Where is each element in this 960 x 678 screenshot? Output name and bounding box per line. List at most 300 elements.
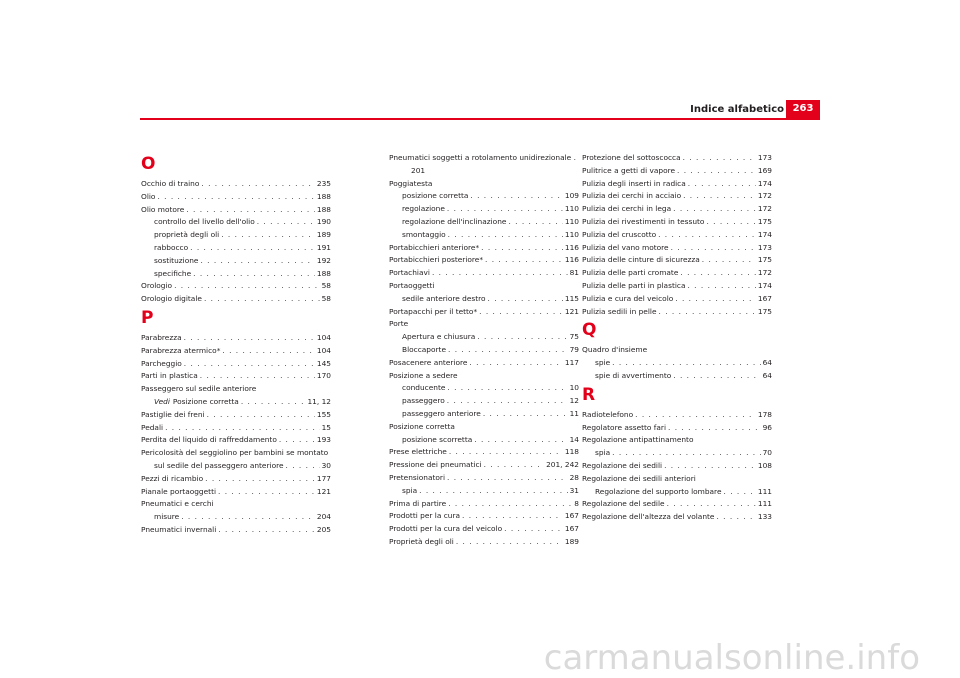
- leader-dots: [635, 409, 756, 422]
- entry-page: 169: [757, 165, 772, 175]
- index-heading: Posizione a sedere: [389, 370, 458, 380]
- leader-dots: [207, 409, 315, 422]
- entry-label: Perdita del liquido di raffreddamento: [141, 435, 277, 445]
- entry-label: passeggero: [402, 396, 445, 406]
- entry-page: 64: [762, 370, 772, 380]
- page-number: 263: [786, 100, 820, 118]
- index-column-1: [141, 152, 331, 537]
- entry-label: conducente: [402, 383, 446, 393]
- entry-page: 235: [316, 179, 331, 188]
- entry-label: posizione corretta: [402, 191, 469, 201]
- entry-page: 109: [564, 191, 579, 201]
- entry-page: 81: [569, 268, 579, 278]
- entry-page: 121: [316, 486, 331, 496]
- index-entry: [582, 190, 772, 203]
- entry-page: 145: [316, 358, 331, 368]
- index-entry: [389, 536, 579, 549]
- entry-label: sostituzione: [154, 255, 199, 265]
- leader-dots: [448, 498, 572, 511]
- leader-dots: [664, 460, 756, 473]
- index-entry: [141, 178, 331, 191]
- index-entry: [582, 254, 772, 267]
- entry-page: 104: [316, 345, 331, 355]
- leader-dots: [204, 293, 320, 306]
- entry-page: 204: [316, 512, 331, 522]
- entry-label: Pulizia dei cerchi in acciaio: [582, 191, 682, 201]
- leader-dots: [612, 447, 760, 460]
- entry-page: 70: [762, 448, 772, 458]
- entry-label: Parti in plastica: [141, 371, 198, 381]
- index-column-2: [389, 152, 579, 549]
- entry-page: 175: [757, 306, 772, 316]
- index-entry: [582, 498, 772, 511]
- index-entry: [582, 460, 772, 473]
- entry-page: 167: [564, 524, 579, 534]
- entry-label: Orologio: [141, 281, 173, 291]
- leader-dots: [658, 229, 756, 242]
- index-entry: [582, 267, 772, 280]
- index-entry: [582, 229, 772, 242]
- leader-dots: [456, 536, 563, 549]
- index-entry: [389, 459, 579, 472]
- leader-dots: [484, 459, 544, 472]
- leader-dots: [218, 524, 315, 537]
- leader-dots: [241, 396, 306, 409]
- entry-label: sedile anteriore destro: [402, 293, 486, 303]
- leader-dots: [671, 242, 756, 255]
- entry-page: 133: [757, 512, 772, 522]
- entry-label: Regolatore assetto fari: [582, 422, 667, 432]
- leader-dots: [218, 486, 315, 499]
- entry-page: 12: [569, 396, 579, 406]
- entry-label: Apertura e chiusura: [402, 332, 476, 342]
- entry-page: 8: [574, 498, 579, 508]
- index-entry: [141, 434, 331, 447]
- entry-label: Pulizia e cura del veicolo: [582, 293, 674, 303]
- leader-dots: [675, 293, 756, 306]
- entry-label: Pulizia delle parti cromate: [582, 268, 679, 278]
- index-entry: [582, 203, 772, 216]
- index-entry: [389, 203, 579, 216]
- leader-dots: [205, 473, 315, 486]
- index-entry: [582, 486, 772, 499]
- entry-label: specifiche: [154, 268, 192, 278]
- entry-page: 116: [564, 242, 579, 252]
- leader-dots: [474, 434, 567, 447]
- index-heading: Posizione corretta: [389, 421, 455, 431]
- index-entry: [582, 178, 772, 191]
- index-heading: Passeggero sul sedile anteriore: [141, 384, 257, 394]
- leader-dots: [702, 254, 756, 267]
- leader-dots: [470, 190, 562, 203]
- entry-page: 155: [316, 409, 331, 419]
- entry-page: 205: [316, 524, 331, 534]
- leader-dots: [448, 344, 568, 357]
- index-entry: [389, 498, 579, 511]
- entry-label: Regolazione dei sedili: [582, 460, 663, 470]
- leader-dots: [279, 434, 315, 447]
- index-heading: Porte: [389, 319, 409, 329]
- index-heading: Regolazione dei sedili anteriori: [582, 473, 696, 483]
- entry-label: Pulizia degli inserti in radica: [582, 178, 686, 188]
- leader-dots: [504, 523, 563, 536]
- leader-dots: [157, 191, 314, 204]
- entry-label: Parcheggio: [141, 358, 182, 368]
- entry-label: Portapacchi per il tetto*: [389, 306, 478, 316]
- entry-page: 10: [569, 383, 579, 393]
- leader-dots: [186, 204, 315, 217]
- entry-page: 104: [316, 332, 331, 342]
- entry-label: Bloccaporte: [402, 344, 446, 354]
- index-entry: [141, 216, 331, 229]
- index-entry: [582, 370, 772, 383]
- index-entry: [582, 447, 772, 460]
- entry-label: Portachiavi: [389, 268, 430, 278]
- index-entry: [141, 422, 331, 435]
- leader-dots: [449, 446, 563, 459]
- entry-label: Protezione del sottoscocca: [582, 153, 681, 162]
- index-entry: [582, 242, 772, 255]
- entry-page: 64: [762, 358, 772, 368]
- entry-page: 178: [757, 409, 772, 419]
- entry-label: Posizione corretta: [172, 396, 239, 406]
- entry-page: 167: [564, 511, 579, 521]
- index-entry: [582, 280, 772, 293]
- leader-dots: [447, 203, 563, 216]
- entry-label: spie: [595, 358, 611, 368]
- leader-dots: [200, 255, 314, 268]
- entry-page: 189: [316, 230, 331, 240]
- entry-page: 111: [757, 486, 772, 496]
- entry-page: 188: [316, 191, 331, 201]
- entry-label: Pianale portaoggetti: [141, 486, 217, 496]
- entry-label: Pressione dei pneumatici: [389, 460, 482, 470]
- entry-page: 11: [569, 408, 579, 418]
- index-entry-continuation: [141, 460, 331, 473]
- entry-label: Pneumatici invernali: [141, 524, 217, 534]
- entry-label: Pulitrice a getti di vapore: [582, 165, 676, 175]
- leader-dots: [448, 229, 563, 242]
- index-entry: [141, 511, 331, 524]
- entry-label: Portabicchieri posteriore*: [389, 255, 484, 265]
- entry-label: spie di avvertimento: [595, 370, 672, 380]
- entry-page: 189: [564, 536, 579, 546]
- entry-label: spia: [595, 448, 611, 458]
- entry-page: 170: [316, 371, 331, 381]
- entry-label: passeggero anteriore: [402, 408, 481, 418]
- leader-dots: [190, 242, 315, 255]
- entry-page: 14: [569, 434, 579, 444]
- entry-page: 58: [321, 281, 331, 291]
- entry-label: Prodotti per la cura del veicolo: [389, 524, 503, 534]
- leader-dots: [447, 395, 568, 408]
- index-letter: O: [141, 154, 156, 174]
- entry-page: 190: [316, 217, 331, 227]
- leader-dots: [419, 485, 567, 498]
- index-heading: Poggiatesta: [389, 178, 433, 188]
- leader-dots: [221, 229, 315, 242]
- leader-dots: [447, 382, 567, 395]
- index-entry: [141, 524, 331, 537]
- leader-dots: [668, 422, 761, 435]
- leader-dots: [481, 242, 563, 255]
- entry-label: proprietà degli oli: [154, 230, 220, 240]
- leader-dots: [286, 460, 320, 473]
- entry-page: 174: [757, 178, 772, 188]
- index-entry: [389, 357, 579, 370]
- entry-label: Pastiglie dei freni: [141, 409, 205, 419]
- index-entry: Pneumatici soggetti a rotolamento unidirezionale .: [389, 153, 576, 162]
- entry-page: 110: [564, 216, 579, 226]
- index-entry: [389, 434, 579, 447]
- index-entry: [389, 254, 579, 267]
- entry-page: 192: [316, 255, 331, 265]
- index-entry: [389, 216, 579, 229]
- entry-page: 177: [316, 473, 331, 483]
- leader-dots: [200, 370, 315, 383]
- leader-dots: [683, 152, 756, 165]
- entry-label: Pulizia sedili in pelle: [582, 306, 657, 316]
- entry-page: 116: [564, 255, 579, 265]
- index-entry: [389, 446, 579, 459]
- entry-page: 11, 12: [307, 396, 331, 406]
- entry-label: Parabrezza atermico*: [141, 345, 221, 355]
- index-entry: [141, 191, 331, 204]
- entry-label: Portabicchieri anteriore*: [389, 242, 480, 252]
- section-title: Indice alfabetico: [690, 104, 784, 115]
- leader-dots: [469, 357, 562, 370]
- entry-page: 173: [757, 153, 772, 162]
- leader-dots: [477, 331, 567, 344]
- entry-label: Pretensionatori: [389, 472, 446, 482]
- leader-dots: [479, 306, 563, 319]
- entry-label: Prima di partire: [389, 498, 447, 508]
- entry-page: 15: [321, 422, 331, 432]
- header-rule: [140, 118, 820, 120]
- entry-label: Orologio digitale: [141, 294, 202, 304]
- index-entry: [389, 408, 579, 421]
- entry-label: Pedali: [141, 422, 164, 432]
- entry-label: Regolazione dell'altezza del volante: [582, 512, 715, 522]
- index-entry: [389, 344, 579, 357]
- entry-label: misure: [154, 512, 180, 522]
- index-heading: Regolazione antipattinamento: [582, 435, 694, 445]
- entry-page: 188: [316, 268, 331, 278]
- index-entry: [582, 293, 772, 306]
- entry-label: smontaggio: [402, 229, 446, 239]
- index-entry: [141, 280, 331, 293]
- index-entry: [389, 382, 579, 395]
- index-entry: [582, 357, 772, 370]
- index-entry: [389, 523, 579, 536]
- index-entry: [582, 511, 772, 524]
- entry-label: Prese elettriche: [389, 447, 447, 457]
- see-label: Vedi: [154, 396, 170, 406]
- leader-dots: [673, 370, 760, 383]
- index-entry: [582, 216, 772, 229]
- leader-dots: [181, 511, 315, 524]
- leader-dots: [612, 357, 760, 370]
- index-entry: [141, 268, 331, 281]
- entry-page: 115: [564, 293, 579, 303]
- entry-page: 173: [757, 242, 772, 252]
- leader-dots: [485, 254, 563, 267]
- index-entry: [582, 306, 772, 319]
- entry-page: 172: [757, 191, 772, 201]
- leader-dots: [680, 267, 756, 280]
- index-entry: [389, 485, 579, 498]
- entry-page: 30: [321, 460, 331, 470]
- index-entry: [389, 242, 579, 255]
- index-entry: [389, 395, 579, 408]
- entry-label: Parabrezza: [141, 332, 182, 342]
- entry-label: Regolazione del sedile: [582, 499, 665, 509]
- entry-label: Proprietà degli oli: [389, 536, 454, 546]
- index-entry: [141, 204, 331, 217]
- entry-page: 110: [564, 204, 579, 214]
- index-entry: [582, 409, 772, 422]
- leader-dots: [724, 486, 756, 499]
- index-entry: [141, 293, 331, 306]
- index-entry: [389, 472, 579, 485]
- entry-page: 175: [757, 255, 772, 265]
- leader-dots: [201, 178, 315, 191]
- entry-page: 111: [757, 499, 772, 509]
- index-entry: [389, 510, 579, 523]
- entry-label: Radiotelefono: [582, 409, 634, 419]
- index-entry: [141, 332, 331, 345]
- leader-dots: [174, 280, 320, 293]
- entry-page: 117: [564, 357, 579, 367]
- entry-page: 174: [757, 229, 772, 239]
- watermark: carmanualsonline.info: [543, 638, 920, 678]
- entry-page: 75: [569, 332, 579, 342]
- entry-page: 191: [316, 242, 331, 252]
- index-entry: [582, 422, 772, 435]
- entry-label: rabbocco: [154, 242, 189, 252]
- index-letter: P: [141, 307, 154, 328]
- index-letter: Q: [582, 320, 597, 341]
- entry-page: 96: [762, 422, 772, 432]
- entry-label: Pulizia del vano motore: [582, 242, 669, 252]
- entry-page: 172: [757, 204, 772, 214]
- entry-page: 118: [564, 447, 579, 457]
- entry-page: 201, 242: [546, 460, 579, 470]
- index-heading: Quadro d'insieme: [582, 345, 648, 355]
- entry-page: 31: [569, 485, 579, 495]
- index-entry: [582, 152, 772, 165]
- entry-page: 121: [564, 306, 579, 316]
- leader-dots: [706, 216, 755, 229]
- index-entry: [141, 345, 331, 358]
- leader-dots: [222, 345, 315, 358]
- index-heading: Pneumatici e cerchi: [141, 499, 214, 509]
- leader-dots: [483, 408, 568, 421]
- index-entry: [141, 486, 331, 499]
- entry-label: Occhio di traino: [141, 179, 200, 188]
- index-entry: Pericolosità del seggiolino per bambini se montato: [141, 448, 329, 458]
- leader-dots: [667, 498, 756, 511]
- entry-label: Olio: [141, 191, 156, 201]
- index-entry: [389, 229, 579, 242]
- index-entry: [389, 267, 579, 280]
- index-entry: [389, 331, 579, 344]
- leader-dots: [716, 511, 755, 524]
- index-entry: [141, 473, 331, 486]
- leader-dots: [184, 358, 315, 371]
- entry-label: Regolazione del supporto lombare: [595, 486, 722, 496]
- leader-dots: [659, 306, 756, 319]
- index-entry: [141, 229, 331, 242]
- entry-page: 108: [757, 460, 772, 470]
- entry-page: 58: [321, 294, 331, 304]
- entry-label: Prodotti per la cura: [389, 511, 461, 521]
- leader-dots: [184, 332, 315, 345]
- leader-dots: [462, 510, 563, 523]
- index-entry: [389, 190, 579, 203]
- entry-page: 110: [564, 229, 579, 239]
- leader-dots: [683, 190, 756, 203]
- index-entry: [141, 242, 331, 255]
- leader-dots: [165, 422, 320, 435]
- leader-dots: [673, 203, 756, 216]
- leader-dots: [488, 293, 563, 306]
- entry-label: sul sedile del passeggero anteriore: [154, 460, 284, 470]
- entry-label: spia: [402, 485, 418, 495]
- leader-dots: [677, 165, 756, 178]
- entry-label: Pulizia delle parti in plastica: [582, 280, 686, 290]
- entry-label: regolazione dell'inclinazione: [402, 216, 507, 226]
- entry-page: 188: [316, 204, 331, 214]
- entry-label: Pulizia delle cinture di sicurezza: [582, 255, 700, 265]
- index-heading: Portaoggetti: [389, 280, 435, 290]
- index-entry: [582, 165, 772, 178]
- index-entry: [141, 255, 331, 268]
- entry-page: 28: [569, 472, 579, 482]
- leader-dots: [432, 267, 568, 280]
- entry-page: 79: [569, 344, 579, 354]
- entry-page: 172: [757, 268, 772, 278]
- index-column-3: [582, 152, 772, 524]
- index-letter: R: [582, 384, 596, 405]
- leader-dots: [193, 268, 315, 281]
- entry-page: 201: [411, 165, 426, 175]
- entry-label: posizione scorretta: [402, 434, 473, 444]
- leader-dots: [257, 216, 315, 229]
- index-entry: [141, 409, 331, 422]
- index-entry: [141, 358, 331, 371]
- index-entry: [141, 396, 331, 409]
- index-entry: [389, 306, 579, 319]
- entry-label: Pulizia dei cerchi in lega: [582, 204, 672, 214]
- leader-dots: [508, 216, 562, 229]
- leader-dots: [687, 280, 755, 293]
- entry-label: Pulizia del cruscotto: [582, 229, 657, 239]
- leader-dots: [688, 178, 756, 191]
- entry-label: Posacenere anteriore: [389, 357, 468, 367]
- entry-page: 175: [757, 216, 772, 226]
- entry-page: 193: [316, 435, 331, 445]
- index-entry: [389, 293, 579, 306]
- entry-label: controllo del livello dell'olio: [154, 217, 255, 227]
- entry-page: 174: [757, 280, 772, 290]
- entry-label: Pezzi di ricambio: [141, 473, 204, 483]
- entry-page: 167: [757, 293, 772, 303]
- entry-label: Olio motore: [141, 204, 185, 214]
- index-entry: [141, 370, 331, 383]
- entry-label: regolazione: [402, 204, 445, 214]
- leader-dots: [447, 472, 568, 485]
